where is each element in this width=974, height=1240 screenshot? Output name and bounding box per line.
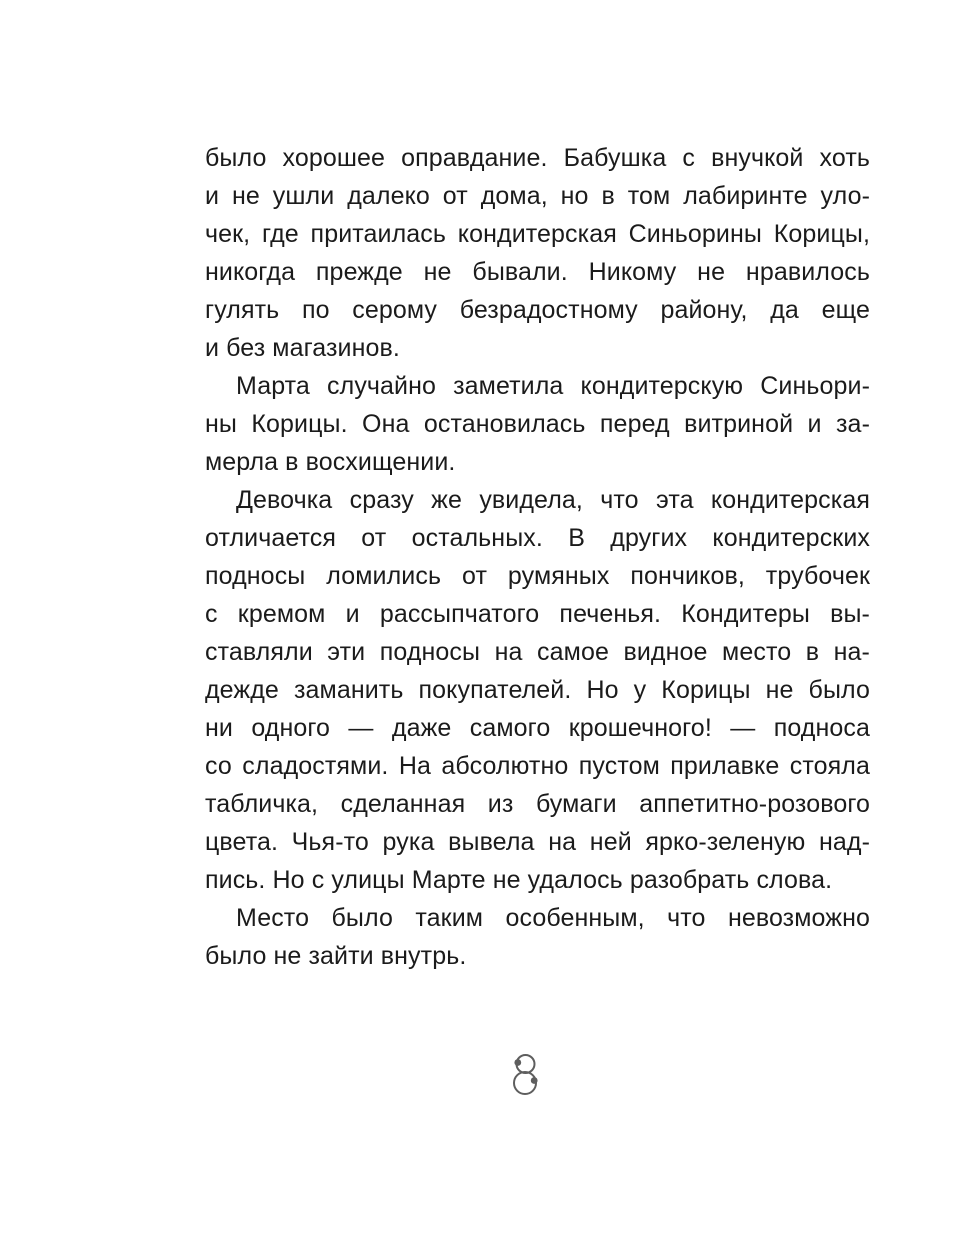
text-line: было хорошее оправдание. Бабушка с внучкой хоть [205, 144, 870, 172]
text-block [205, 139, 870, 975]
text-line: никогда прежде не бывали. Никому не нравилось [205, 258, 870, 286]
text-line: было не зайти внутрь. [205, 942, 467, 970]
text-line: и не ушли далеко от дома, но в том лабиринте уло- [205, 182, 870, 210]
text-line: ны Корицы. Она остановилась перед витриной и за- [205, 410, 870, 438]
text-line: с кремом и рассыпчатого печенья. Кондитеры вы- [205, 600, 870, 628]
text-line: дежде заманить покупателей. Но у Корицы не было [205, 676, 870, 704]
text-line: цвета. Чья-то рука вывела на ней ярко-зеленую над- [205, 828, 870, 856]
text-line: мерла в восхищении. [205, 448, 456, 476]
paragraph [205, 481, 870, 899]
text-line: и без магазинов. [205, 334, 400, 362]
text-line: пись. Но с улицы Марте не удалось разобрать слова. [205, 866, 833, 894]
text-line: гулять по серому безрадостному району, да еще [205, 296, 870, 324]
text-line: чек, где притаилась кондитерская Синьорины Корицы, [205, 220, 870, 248]
paragraph [205, 899, 870, 975]
text-line: ставляли эти подносы на самое видное место в на- [205, 638, 870, 666]
text-line: табличка, сделанная из бумаги аппетитно-розового [205, 790, 870, 818]
text-line: со сладостями. На абсолютно пустом прилавке стояла [205, 752, 870, 780]
text-line: Место было таким особенным, что невозможно [236, 904, 870, 932]
text-line: Девочка сразу же увидела, что эта кондитерская [236, 486, 870, 514]
text-line: подносы ломились от румяных пончиков, трубочек [205, 562, 870, 590]
text-line: ни одного — даже самого крошечного! — подноса [205, 714, 870, 742]
page-number-8-icon [510, 1051, 540, 1096]
paragraph [205, 139, 870, 367]
text-line: отличается от остальных. В других кондитерских [205, 524, 870, 552]
page-number-ornament [510, 1051, 540, 1096]
paragraph [205, 367, 870, 481]
text-line: Марта случайно заметила кондитерскую Синьори- [236, 372, 870, 400]
